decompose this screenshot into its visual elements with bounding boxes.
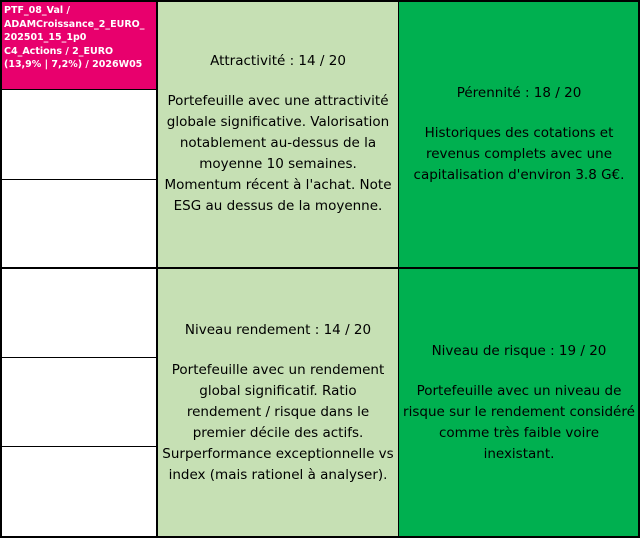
attractivite-title: Attractivité : 14 / 20 <box>210 53 346 69</box>
perennite-body: Historiques des cotations et revenus complets avec une capitalisation d'environ 3.8 G€. <box>413 124 625 183</box>
left-divider <box>156 0 158 538</box>
attractivite-card[interactable] <box>157 0 399 269</box>
rendement-body: Portefeuille avec un rendement global significatif. Ratio rendement / risque dans le premier décile des actifs. Surperformance exceptionnelle vs index (mais rationel à analyser). <box>162 361 394 483</box>
middle-divider <box>0 267 640 269</box>
perennite-card[interactable] <box>398 0 640 269</box>
attractivite-body: Portefeuille avec une attractivité globale significative. Valorisation notablement au-dessus de la moyenne 10 semaines. Momentum récent à l'achat. Note ESG au dessus de la moyenne. <box>164 93 392 214</box>
portfolio-label-cell[interactable] <box>0 0 158 90</box>
empty-cell-3[interactable] <box>0 268 158 358</box>
empty-cell-4[interactable] <box>0 357 158 447</box>
empty-cell-2[interactable] <box>0 179 158 269</box>
empty-cell-1[interactable] <box>0 89 158 180</box>
risque-title: Niveau de risque : 19 / 20 <box>431 342 607 359</box>
risque-body: Portefeuille avec un niveau de risque sur le rendement considéré comme très faible voire inexistant. <box>403 382 635 462</box>
rendement-title: Niveau rendement : 14 / 20 <box>184 321 372 338</box>
perennite-title: Pérennité : 18 / 20 <box>456 84 582 101</box>
empty-cell-5[interactable] <box>0 446 158 538</box>
risque-card[interactable] <box>398 268 640 538</box>
portfolio-label: PTF_08_Val / ADAMCroissance_2_EURO_ 202501_15_1p0 C4_Actions / 2_EURO (13,9% | 7,2%) / 2026W05 <box>4 5 145 70</box>
rendement-card[interactable] <box>157 268 399 538</box>
